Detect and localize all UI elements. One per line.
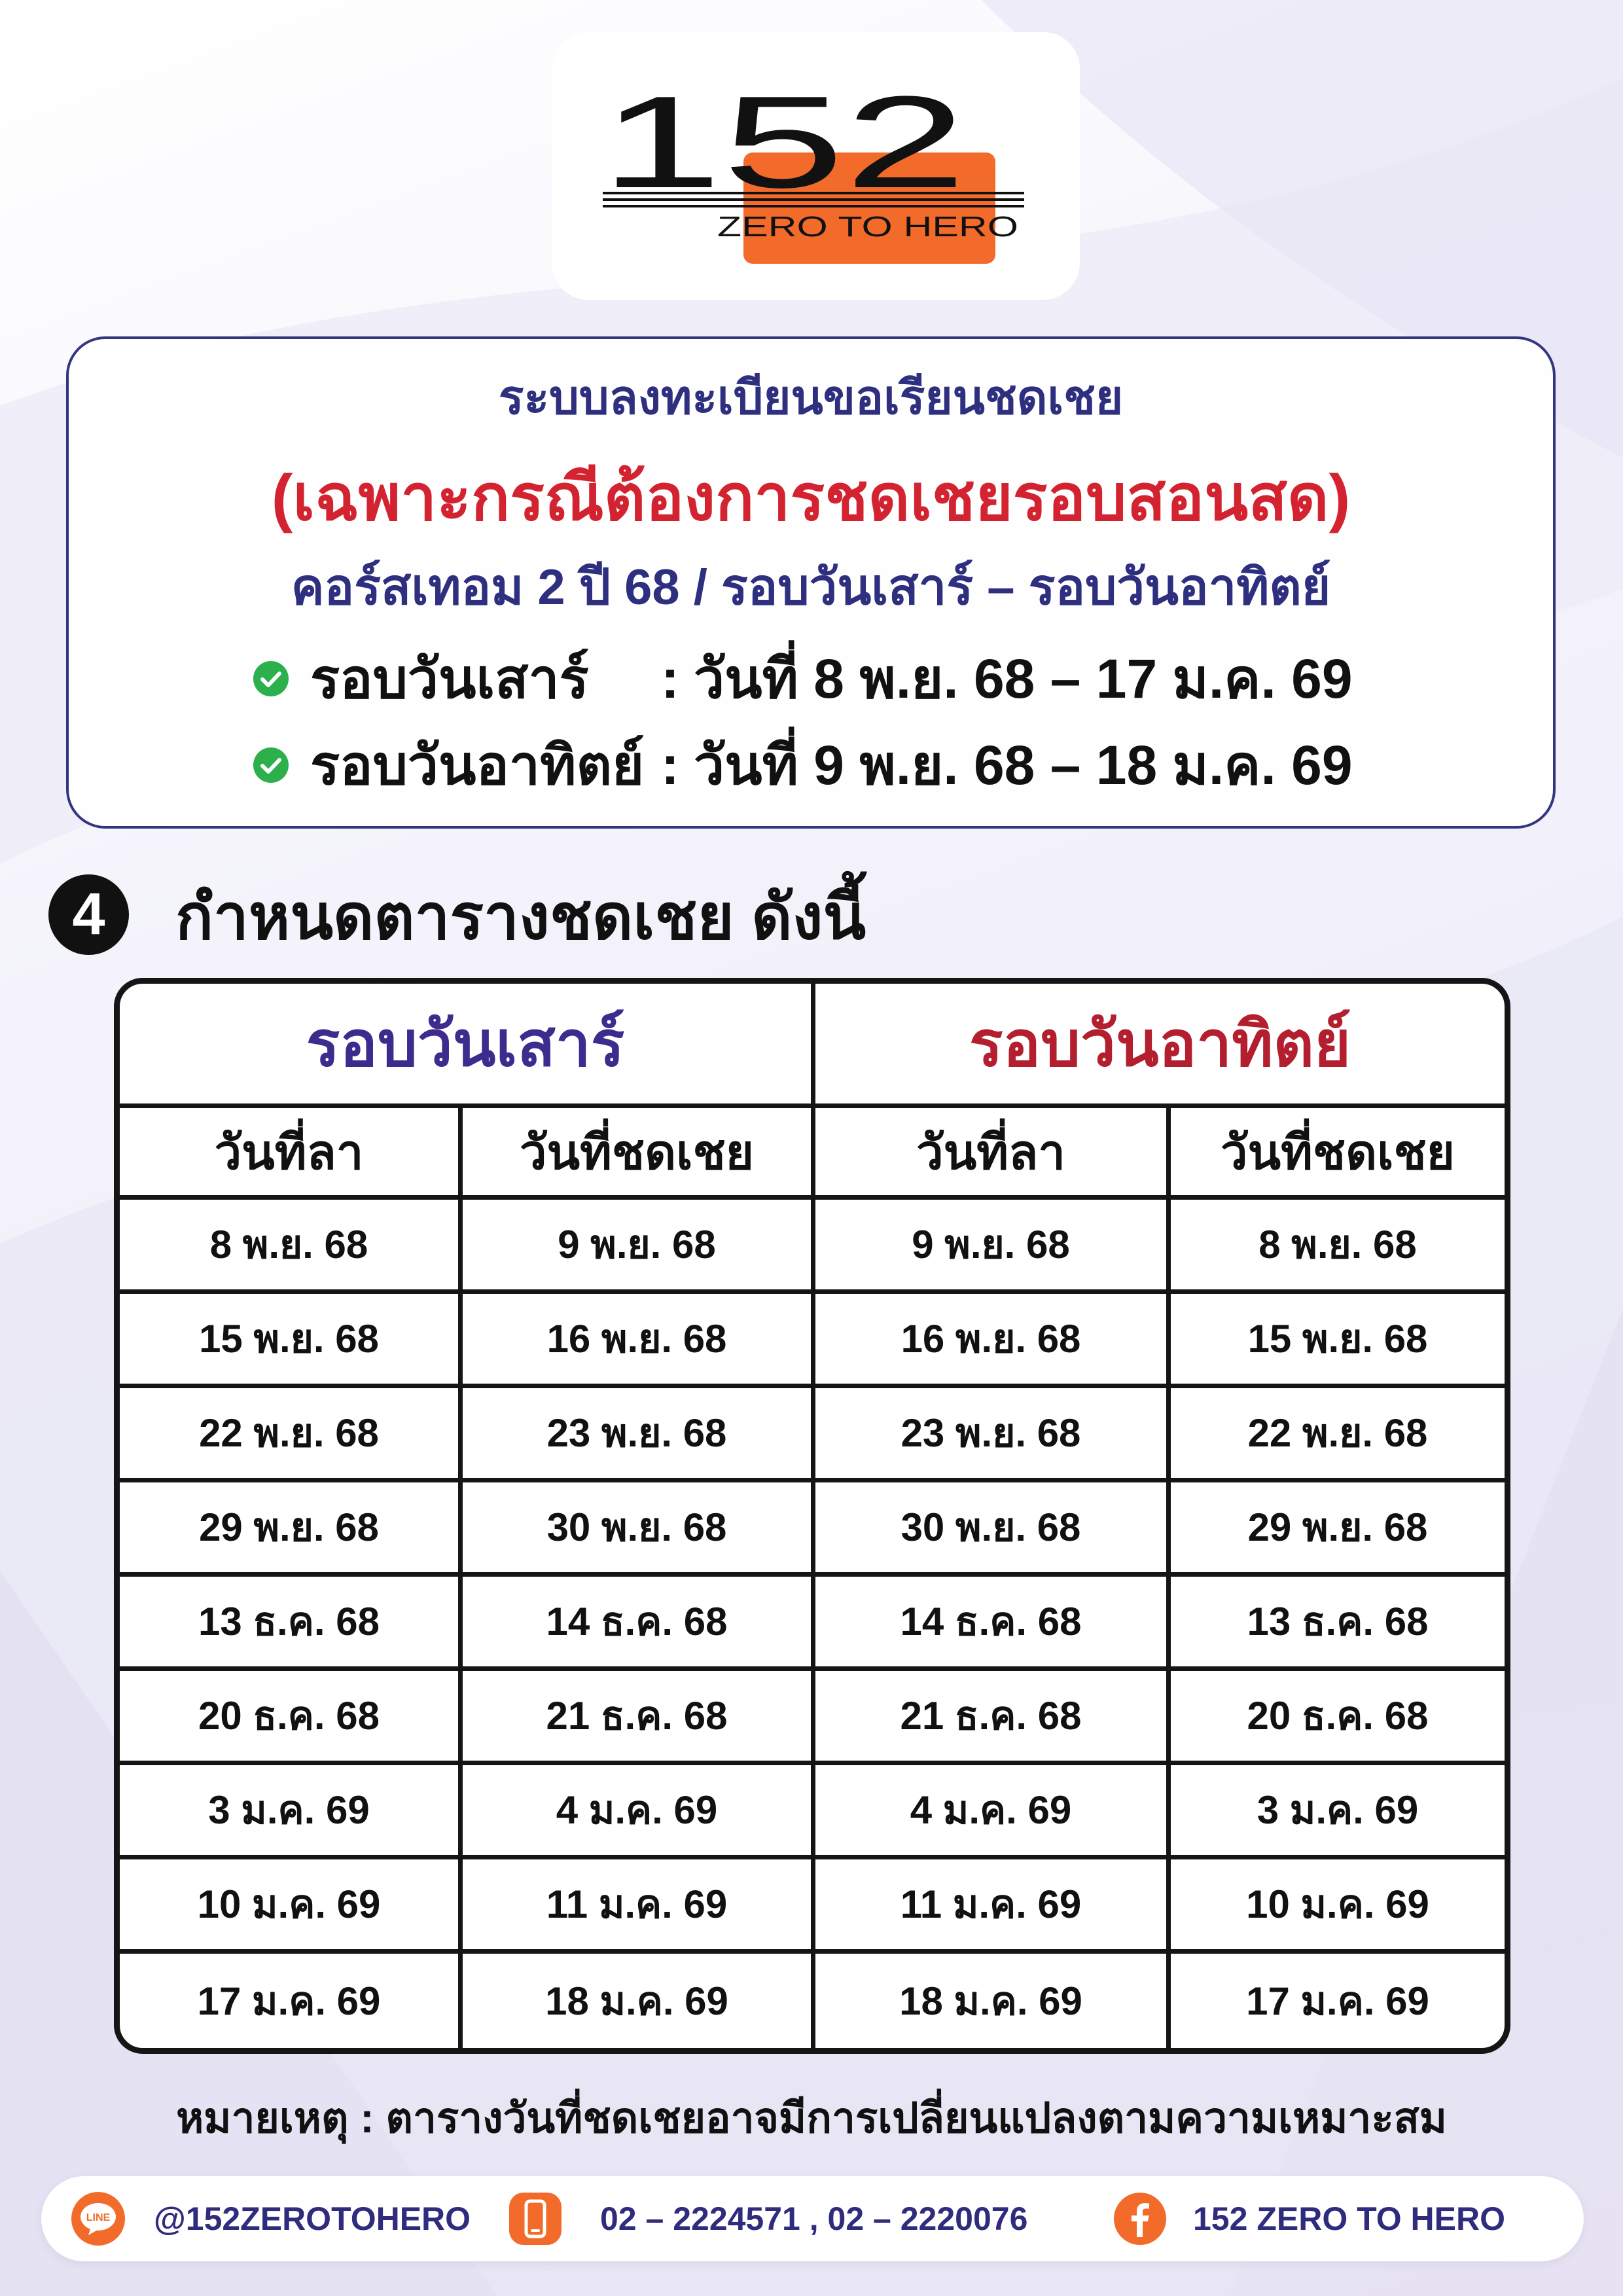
column-header-makeup-date: วันที่ชดเชย [463,1108,815,1200]
schedule-note: หมายเหตุ : ตารางวันที่ชดเชยอาจมีการเปลี่ยนแปลงตามความเหมาะสม [176,2094,1447,2142]
makeup-date-cell: 23 พ.ย. 68 [463,1388,815,1482]
info-course: คอร์สเทอม 2 ปี 68 / รอบวันเสาร์ – รอบวันอาทิตย์ [291,560,1331,615]
brand-logo [552,32,1080,300]
group-header-sunday: รอบวันอาทิตย์ [815,984,1505,1108]
leave-date-cell: 10 ม.ค. 69 [120,1859,463,1954]
logo-number: 152 [600,69,967,215]
makeup-date-cell: 21 ธ.ค. 68 [463,1671,815,1765]
makeup-date-cell: 22 พ.ย. 68 [1171,1388,1505,1482]
makeup-date-cell: 4 ม.ค. 69 [463,1765,815,1859]
round-dates: วันที่ 9 พ.ย. 68 – 18 ม.ค. 69 [694,734,1353,796]
makeup-date-cell: 30 พ.ย. 68 [463,1482,815,1577]
leave-date-cell: 14 ธ.ค. 68 [815,1577,1171,1671]
round-name: รอบวันอาทิตย์ [310,734,645,796]
phone-numbers-label: 02 – 2224571 , 02 – 2220076 [600,2200,1028,2237]
makeup-date-cell: 17 ม.ค. 69 [1246,1979,1429,2023]
column-header-leave-date: วันที่ลา [815,1108,1171,1200]
makeup-date-cell: 15 พ.ย. 68 [1171,1294,1505,1388]
leave-date-cell: 22 พ.ย. 68 [120,1388,463,1482]
column-header-makeup-date: วันที่ชดเชย [1171,1108,1505,1200]
group-header-saturday: รอบวันเสาร์ [120,984,815,1108]
makeup-date-cell: 8 พ.ย. 68 [1171,1200,1505,1294]
section-number-badge: 4 [48,874,129,955]
section-title: กำหนดตารางชดเชย ดังนี้ [175,882,866,952]
leave-date-cell: 4 ม.ค. 69 [815,1765,1171,1859]
round-separator: : [661,734,679,796]
makeup-date-cell: 13 ธ.ค. 68 [1171,1577,1505,1671]
leave-date-cell: 13 ธ.ค. 68 [120,1577,463,1671]
makeup-date-cell: 18 ม.ค. 69 [463,1954,815,2048]
column-header-leave-date: วันที่ลา [120,1108,463,1200]
info-title: ระบบลงทะเบียนขอเรียนชดเชย [498,372,1124,424]
leave-date-cell: 17 ม.ค. 69 [120,1954,463,2048]
schedule-table [114,978,1510,2054]
line-icon [71,2192,125,2246]
makeup-date-cell: 20 ธ.ค. 68 [1171,1671,1505,1765]
facebook-icon [1114,2193,1166,2245]
leave-date-cell: 18 ม.ค. 69 [815,1954,1171,2048]
leave-date-cell: 20 ธ.ค. 68 [120,1671,463,1765]
registration-info-box [66,336,1556,829]
contact-footer [41,2176,1584,2261]
leave-date-cell: 23 พ.ย. 68 [815,1388,1171,1482]
info-subtitle: (เฉพาะกรณีต้องการชดเชยรอบสอนสด) [271,461,1351,533]
leave-date-cell: 9 พ.ย. 68 [815,1200,1171,1294]
leave-date-cell: 8 พ.ย. 68 [120,1200,463,1294]
facebook-page-label: 152 ZERO TO HERO [1193,2200,1505,2237]
makeup-date-cell: 29 พ.ย. 68 [1171,1482,1505,1577]
schedule-grid [120,984,1505,2048]
round-separator: : [661,648,679,709]
phone-icon [509,2193,562,2245]
round-sunday [69,726,1553,804]
leave-date-cell: 21 ธ.ค. 68 [815,1671,1171,1765]
line-icon-text: LINE [86,2212,111,2223]
makeup-date-cell: 3 ม.ค. 69 [1171,1765,1505,1859]
line-id-label: @152ZEROTOHERO [154,2200,471,2237]
round-dates: วันที่ 8 พ.ย. 68 – 17 ม.ค. 69 [694,648,1353,709]
check-circle-icon [253,661,289,696]
makeup-date-cell: 16 พ.ย. 68 [463,1294,815,1388]
round-name: รอบวันเสาร์ [310,648,589,709]
makeup-date-cell: 9 พ.ย. 68 [463,1200,815,1294]
leave-date-cell: 29 พ.ย. 68 [120,1482,463,1577]
logo-tagline: ZERO TO HERO [717,211,1018,243]
leave-date-cell: 16 พ.ย. 68 [815,1294,1171,1388]
leave-date-cell: 11 ม.ค. 69 [815,1859,1171,1954]
leave-date-cell: 15 พ.ย. 68 [120,1294,463,1388]
makeup-date-cell: 14 ธ.ค. 68 [463,1577,815,1671]
leave-date-cell: 3 ม.ค. 69 [120,1765,463,1859]
logo-card [552,32,1080,300]
makeup-date-cell: 11 ม.ค. 69 [463,1859,815,1954]
round-saturday [69,639,1553,718]
makeup-date-cell: 10 ม.ค. 69 [1171,1859,1505,1954]
leave-date-cell: 30 พ.ย. 68 [815,1482,1171,1577]
check-circle-icon [253,747,289,783]
